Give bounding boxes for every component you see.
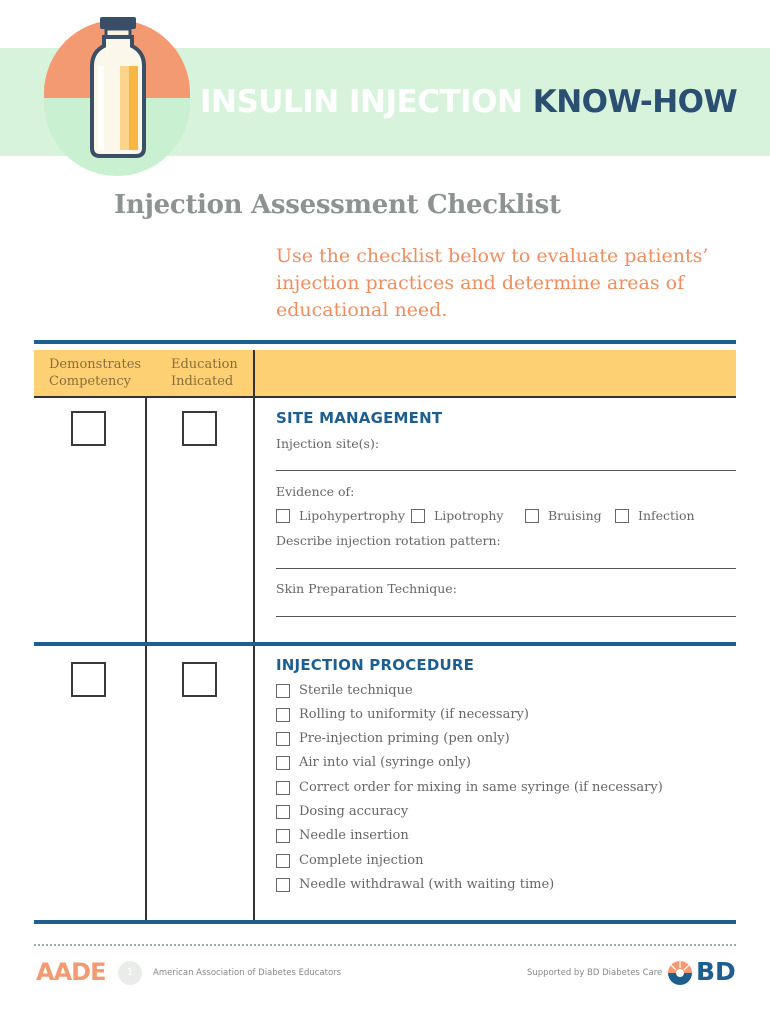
infection-checkbox[interactable] xyxy=(615,509,629,523)
injection-procedure-heading: INJECTION PROCEDURE xyxy=(276,656,475,674)
lipotrophy-checkbox[interactable] xyxy=(411,509,425,523)
table-top-rule xyxy=(34,340,736,344)
footer-org-name: American Association of Diabetes Educators xyxy=(153,968,342,978)
banner-title-dark: KNOW-HOW xyxy=(532,84,738,120)
procedure-item-checkbox[interactable] xyxy=(276,708,290,722)
injection-sites-label: Injection site(s): xyxy=(276,436,380,451)
lipohypertrophy-label: Lipohypertrophy xyxy=(299,508,405,523)
procedure-item-checkbox[interactable] xyxy=(276,781,290,795)
bd-sunburst-icon xyxy=(666,957,694,985)
site-management-education-checkbox[interactable] xyxy=(182,411,217,446)
injection-procedure-education-checkbox[interactable] xyxy=(182,662,217,697)
injection-procedure-competency-checkbox[interactable] xyxy=(71,662,106,697)
footer-supported-by: Supported by BD Diabetes Care xyxy=(527,968,663,978)
page-title: Injection Assessment Checklist xyxy=(114,190,561,220)
intro-text: Use the checklist below to evaluate patients’ injection practices and determine areas of educational need. xyxy=(276,245,709,321)
procedure-item-checkbox[interactable] xyxy=(276,805,290,819)
aade-logo: AADE xyxy=(36,958,106,986)
site-management-heading: SITE MANAGEMENT xyxy=(276,409,443,427)
lipohypertrophy-checkbox[interactable] xyxy=(276,509,290,523)
procedure-item-label: Dosing accuracy xyxy=(299,804,409,819)
column-divider-2 xyxy=(253,398,255,922)
lipotrophy-label: Lipotrophy xyxy=(434,508,504,523)
procedure-item-label: Pre-injection priming (pen only) xyxy=(299,731,510,746)
table-bottom-rule xyxy=(34,920,736,924)
footer-divider xyxy=(34,944,736,946)
procedure-item-label: Sterile technique xyxy=(299,683,413,698)
header-bottom-line xyxy=(34,396,736,398)
banner-title-light: INSULIN INJECTION xyxy=(200,84,523,120)
column-divider-1 xyxy=(145,398,147,922)
procedure-item-checkbox[interactable] xyxy=(276,684,290,698)
skin-prep-field[interactable] xyxy=(276,616,736,617)
procedure-item-checkbox[interactable] xyxy=(276,756,290,770)
procedure-item-checkbox[interactable] xyxy=(276,854,290,868)
site-management-competency-checkbox[interactable] xyxy=(71,411,106,446)
banner-title xyxy=(200,84,737,120)
procedure-item-checkbox[interactable] xyxy=(276,829,290,843)
procedure-item-label: Needle insertion xyxy=(299,828,409,843)
procedure-item-label: Correct order for mixing in same syringe (if necessary) xyxy=(299,780,663,795)
header-divider xyxy=(253,350,255,396)
procedure-item-label: Needle withdrawal (with waiting time) xyxy=(299,877,555,892)
evidence-label: Evidence of: xyxy=(276,484,355,499)
procedure-item-label: Rolling to uniformity (if necessary) xyxy=(299,707,529,722)
procedure-item-checkbox[interactable] xyxy=(276,878,290,892)
procedure-item-label: Complete injection xyxy=(299,853,424,868)
procedure-item-label: Air into vial (syringe only) xyxy=(299,755,471,770)
column-header-competency: Demonstrates Competency xyxy=(49,357,142,389)
infection-label: Infection xyxy=(638,508,695,523)
column-header-education: Education Indicated xyxy=(171,357,238,389)
bruising-label: Bruising xyxy=(548,508,602,523)
insulin-vial-icon xyxy=(80,14,156,164)
rotation-pattern-field[interactable] xyxy=(276,568,736,569)
section-divider-rule xyxy=(34,642,736,646)
skin-prep-label: Skin Preparation Technique: xyxy=(276,581,457,596)
bd-logo: BD xyxy=(696,957,736,986)
page-number: 1 xyxy=(118,961,142,985)
rotation-pattern-label: Describe injection rotation pattern: xyxy=(276,533,501,548)
bruising-checkbox[interactable] xyxy=(525,509,539,523)
procedure-item-checkbox[interactable] xyxy=(276,732,290,746)
injection-sites-field[interactable] xyxy=(276,470,736,471)
